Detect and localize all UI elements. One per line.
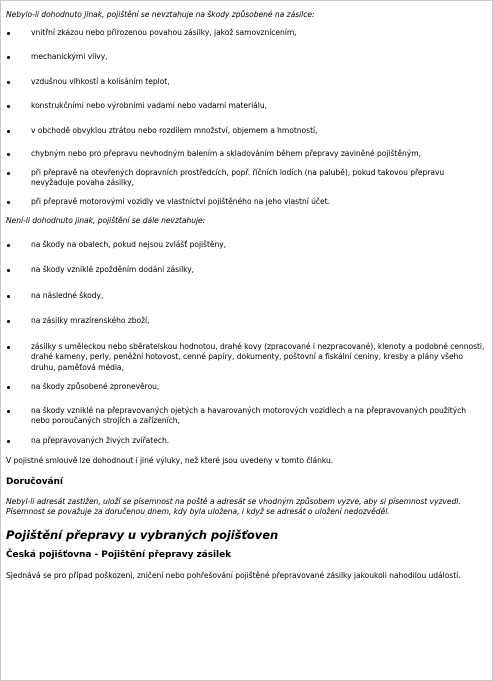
section2-outro: V pojistné smlouvě lze dohodnout i jiné výluky, než které jsou uvedeny v tomto článku. <box>6 456 334 465</box>
list-item: na škody vzniklé na přepravovaných ojetých a havarovaných motorových vozidlech a na přepravovaných použitých nebo poroučaných strojích a zařízeních, <box>6 406 486 427</box>
list-item: na škody na obalech, pokud nejsou zvlášť pojištěny, <box>6 240 486 251</box>
delivery-heading: Doručování <box>6 476 63 487</box>
section2-list <box>6 240 486 447</box>
list-item: na škody vzniklé zpožděním dodání zásilky, <box>6 265 486 276</box>
list-item: při přepravě motorovými vozidly ve vlastnictví pojištěného na jeho vlastní účet. <box>6 197 486 208</box>
list-item: konstrukčními nebo výrobními vadami nebo vadami materiálu, <box>6 101 486 112</box>
section1-intro: Nebylo-li dohodnuto jinak, pojištění se nevztahuje na škody způsobené na zásilce: <box>6 10 315 19</box>
document-content <box>6 10 486 581</box>
insurer-text: Sjednává se pro případ poškození, zničení nebo pohřešování pojištěné přepravované zásilky jakoukoli nahodilou událostí. <box>6 570 461 580</box>
list-item: na přepravovaných živých zvířatech. <box>6 436 486 447</box>
insurers-heading: Pojištění přepravy u vybraných pojišťoven <box>6 527 279 542</box>
list-item: na následné škody, <box>6 291 486 302</box>
insurer-subheading: Česká pojišťovna - Pojištění přepravy zásilek <box>6 549 232 560</box>
list-item: na škody způsobené zpronevěrou, <box>6 382 486 393</box>
list-item: chybným nebo pro přepravu nevhodným balením a skladováním během přepravy zaviněné pojištěným, <box>6 149 486 160</box>
section2-intro: Není-li dohodnuto jinak, pojištění se dále nevztahuje: <box>6 216 206 225</box>
list-item: při přepravě na otevřených dopravních prostředcích, popř. říčních lodích (na palubě), pokud takovou přepravu nevyžaduje povaha zásilky, <box>6 168 486 189</box>
delivery-text: Nebyl-li adresát zastižen, uloží se písemnost na poště a adresát se vhodným způsobem vyzve, aby si písemnost vyzvedl. Písemnost se považuje za doručenou dnem, kdy byla uložena, i když se adresát o uložení nedozvěděl. <box>6 496 461 516</box>
list-item: vnitřní zkázou nebo přirozenou povahou zásilky, jakož samovznícením, <box>6 28 486 39</box>
list-item: v obchodě obvyklou ztrátou nebo rozdílem množství, objemem a hmotností, <box>6 126 486 137</box>
list-item: vzdušnou vlhkostí a kolísáním teplot, <box>6 77 486 88</box>
list-item: mechanickými vlivy, <box>6 52 486 63</box>
section1-list <box>6 28 486 208</box>
list-item: zásilky s uměleckou nebo sběratelskou hodnotou, drahé kovy (zpracované i nezpracované), klenoty a podobné cennosti, drahé kameny, perly, peněžní hotovost, cenné papíry, dokumenty, poštovní a fiskální ceniny, kresby a plány všeho druhu, paměťová média, <box>6 342 486 374</box>
list-item: na zásilky mrazírenského zboží, <box>6 316 486 327</box>
